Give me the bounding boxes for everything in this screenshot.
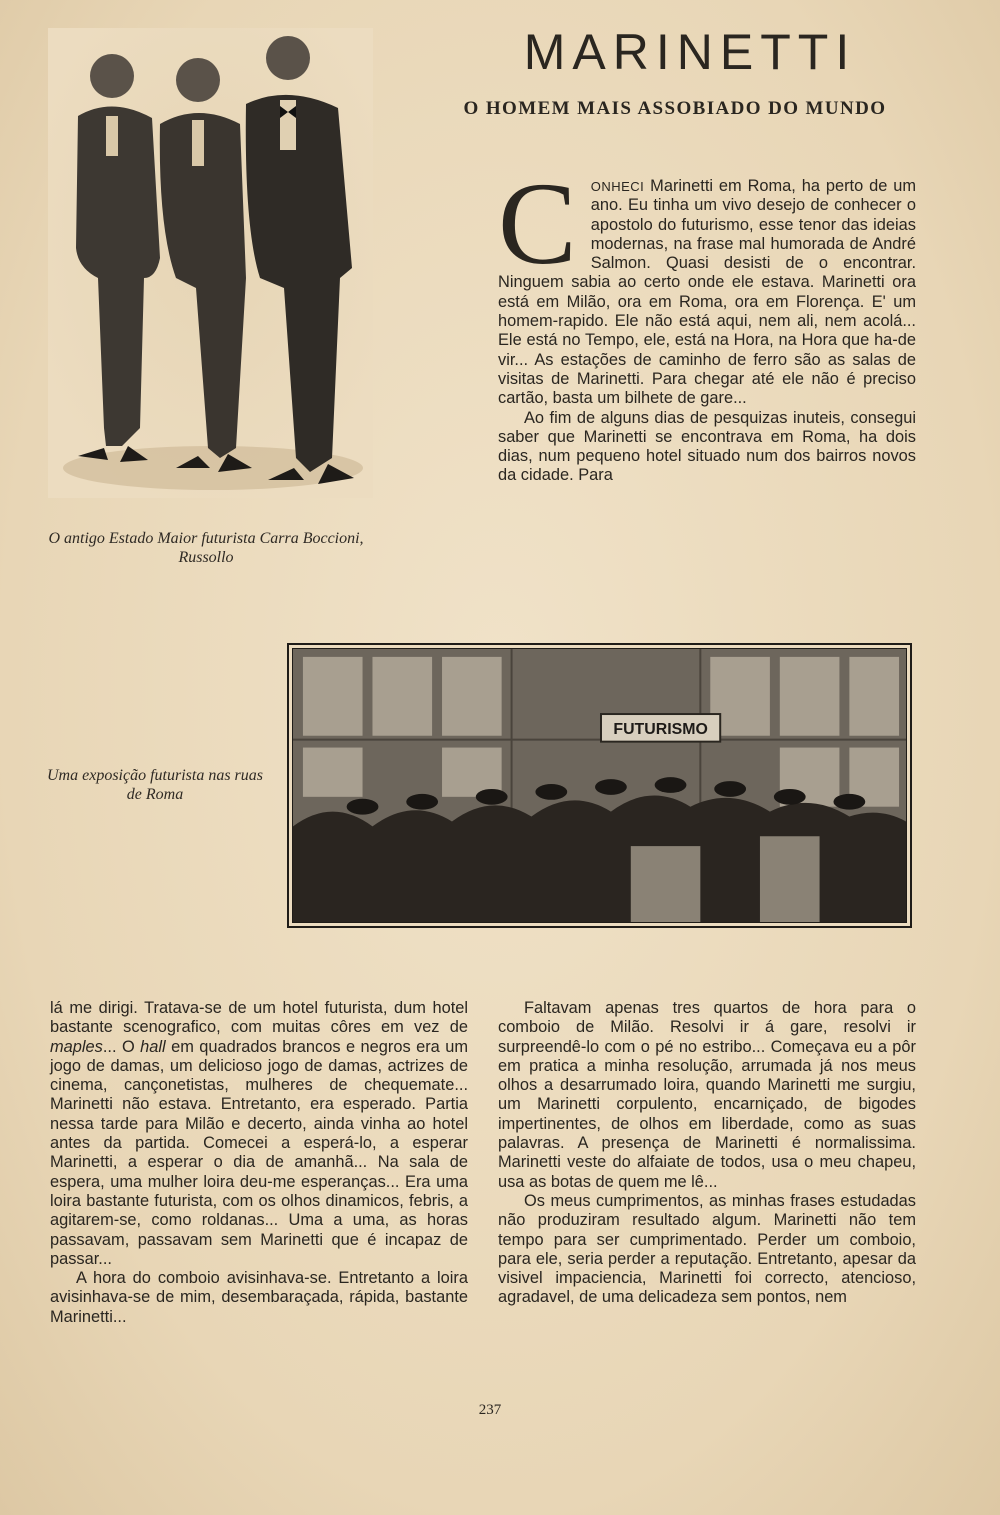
paragraph: A hora do comboio avisinhava-se. Entretanto a loira avisinhava-se de mim, desembaraçada, rápida, bastante Marinetti... <box>50 1269 468 1326</box>
intro-text: Marinetti em Roma, ha perto de um ano. Eu tinha um vivo desejo de conhecer o apostolo do futurismo, esse tenor das ideias modernas, na frase mal humorada de André Salmon. Quasi desisti de o encontrar. Ninguem sabia ao certo onde ele estava. Marinetti ora está em Milão, ora em Roma, ora em Florença. E' um homem-rapido. Ele não está aqui, nem ali, nem acolá... Ele está no Tempo, ele, está na Hora, na Hora que ha-de vir... As estações de caminho de ferro são as salas de visitas de Marinetti. Para chegar até ele não é preciso cartão, basta um bilhete de gare... <box>498 177 916 408</box>
text-run: lá me dirigi. Tratava-se de um hotel futurista, dum hotel bastante scenografico, com muitas côres em vez de <box>50 999 468 1037</box>
text-run: em quadrados brancos e negros era um jogo de damas, um delicioso jogo de damas, actrizes de cinema, cançonetistas, mulheres de chequemate... Marinetti não estava. Entretanto, era esperado. Partia nessa tarde para Milão e decerto, ainda vinha ao hotel antes da partida. Comecei a esperá-lo, a esperar Marinetti, a esperar o dia de amanhã... Na sala de espera, uma mulher loira deu-me esperanças... Era uma loira bastante futurista, com os olhos dinamicos, febris, a agitarem-se, como roldanas... Uma a uma, as horas passavam, passavam sem Marinetti que é incapaz de passar... <box>50 1037 468 1268</box>
paragraph: Os meus cumprimentos, as minhas frases estudadas não produziram resultado algum. Marinetti não tem tempo para ser cumprimentado. Perder um comboio, para ele, seria perder a reputação. Entretanto, apesar da visivel impaciencia, Marinetti foi correcto, atencioso, agradavel, de uma delicadeza sem pontos, nem <box>498 1191 916 1307</box>
page-number: 237 <box>478 1402 502 1418</box>
exhibition-photo-frame <box>287 643 912 928</box>
italic-word: maples <box>50 1037 103 1056</box>
article-title: MARINETTI <box>523 24 857 80</box>
article-column-2 <box>50 999 468 1327</box>
lead-smallcaps: ONHECI <box>590 179 645 194</box>
futurist-exhibition-photo <box>292 648 907 923</box>
paragraph: Ao fim de alguns dias de pesquizas inuteis, consegui saber que Marinetti se encontrava em Roma, ha dois dias, num pequeno hotel situado num dos bairros novos da cidade. Para <box>498 408 916 485</box>
article-column-1 <box>498 158 916 486</box>
paragraph <box>50 999 468 1269</box>
text-run: ... O <box>102 1037 141 1056</box>
paragraph: Faltavam apenas tres quartos de hora para o comboio de Milão. Resolvi ir á gare, resolvi ir surpreendê-lo com o pé no estribo... Começava eu a pôr em pratica a minha resolução, arrumada já nos meus olhos a desarrumado loira, quando Marinetti me surgiu, um Marinetti corpulento, encarniçado, de bigodes impertinentes, de olhos em liberdade, como as suas palavras. A presença de Marinetti é normalissima. Marinetti veste do alfaiate de todos, usa o meu chapeu, usa as botas de quem me lê... <box>498 999 916 1191</box>
portrait-caption: O antigo Estado Maior futurista Carra Boccioni, Russollo <box>48 530 364 566</box>
drop-cap: C <box>498 158 577 289</box>
futurist-portrait-photo <box>48 28 373 498</box>
exhibition-caption: Uma exposição futurista nas ruas de Roma <box>47 767 263 803</box>
exhibition-sign-text: FUTURISMO <box>613 720 708 738</box>
article-subtitle: O HOMEM MAIS ASSOBIADO DO MUNDO <box>463 98 887 119</box>
italic-word: hall <box>140 1037 166 1056</box>
intro-paragraph <box>498 158 916 409</box>
article-column-3 <box>498 999 916 1308</box>
